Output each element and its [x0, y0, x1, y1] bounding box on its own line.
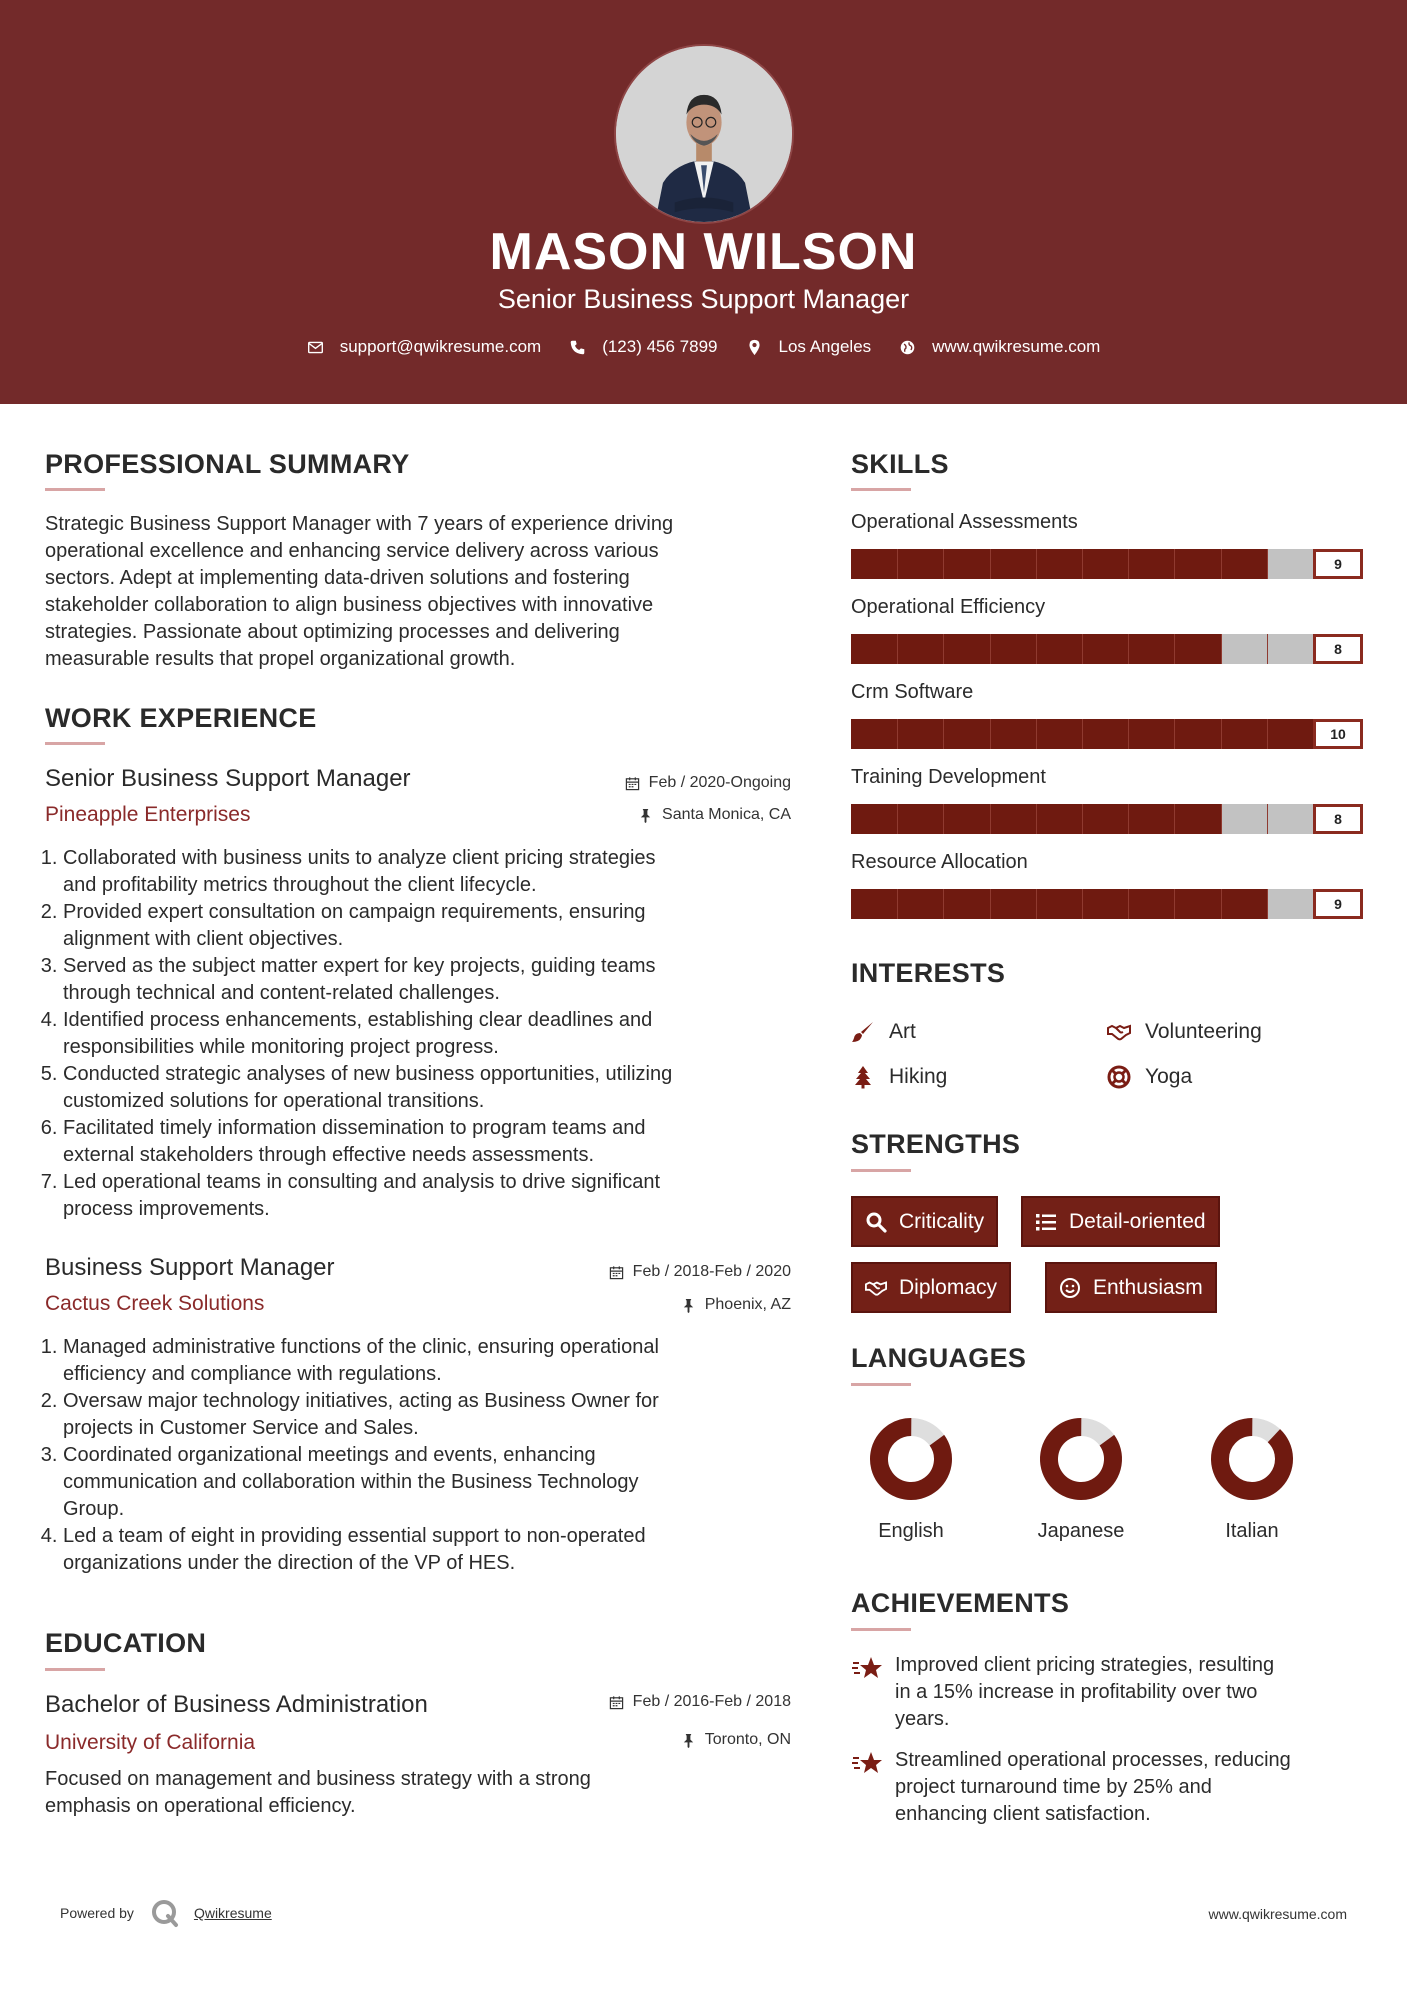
interest-hiking: [851, 1065, 947, 1089]
job-date: [625, 774, 791, 792]
list-item: [63, 845, 805, 899]
language-level-arc: [1036, 1414, 1125, 1503]
skill-bar-divider: [897, 719, 898, 749]
strengths-heading: STRENGTHS: [851, 1129, 1021, 1159]
skill-bar-divider: [1036, 549, 1037, 579]
paintbrush-icon: [851, 1020, 875, 1044]
skill-bar-divider: [943, 634, 944, 664]
achievement-line: in a 15% increase in profitability over two: [895, 1681, 1258, 1703]
skill-bar-divider: [1221, 634, 1222, 664]
achievement-text: [895, 1652, 1274, 1733]
list-item: [63, 1115, 805, 1169]
star-badge-icon: [851, 1654, 885, 1684]
skill-bar-divider: [1174, 889, 1175, 919]
bullet-line: efficiency and compliance with regulations.: [63, 1363, 442, 1385]
job-bullets: [45, 1334, 805, 1577]
experience-underline: [45, 742, 105, 745]
skill-bar-divider: [1267, 889, 1268, 919]
skill-bar-divider: [1036, 804, 1037, 834]
skill-bar-divider: [1082, 804, 1083, 834]
skill-bar-divider: [1128, 889, 1129, 919]
language-ring: [866, 1414, 956, 1504]
summary-line: Strategic Business Support Manager with 7 years of experience driving: [45, 513, 674, 535]
achievement-line: Streamlined operational processes, reducing: [895, 1749, 1291, 1771]
list-item: [63, 1169, 805, 1223]
achievement-item: [851, 1652, 1371, 1733]
bullet-line: 3. Served as the subject matter expert for key projects, guiding teams: [63, 955, 656, 977]
strength-tag: [1021, 1196, 1220, 1247]
bullet-line: 3. Coordinated organizational meetings and events, enhancing: [63, 1444, 596, 1466]
language-label: English: [878, 1520, 944, 1542]
bullet-line: 4. Identified process enhancements, establishing clear deadlines and: [63, 1009, 653, 1031]
job-date-text: Feb / 2020-Ongoing: [648, 774, 791, 791]
skill-bar-divider: [1267, 719, 1268, 749]
skill-bar-divider: [1082, 549, 1083, 579]
bullet-line: and profitability metrics throughout the client lifecycle.: [63, 874, 537, 896]
list-item: [63, 1061, 805, 1115]
summary-underline: [45, 488, 105, 491]
list-item: [63, 953, 805, 1007]
powered-by-text: Powered by: [60, 1905, 134, 1921]
contact-email-text: support@qwikresume.com: [339, 337, 542, 356]
bullet-line: through technical and content-related challenges.: [63, 982, 500, 1004]
language-level-arc: [1207, 1414, 1297, 1504]
education-underline: [45, 1668, 105, 1671]
star-badge-icon: [851, 1749, 885, 1779]
skill-bar-divider: [1221, 804, 1222, 834]
skill-bar-divider: [1128, 549, 1129, 579]
bullet-line: 7. Led operational teams in consulting and analysis to drive significant: [63, 1171, 661, 1193]
skill-score: 8: [1313, 804, 1363, 834]
tree-icon: [851, 1065, 875, 1089]
summary-line: strategies. Passionate about optimizing processes and delivering: [45, 621, 620, 643]
smile-icon: [1059, 1277, 1081, 1299]
interest-label: Volunteering: [1145, 1020, 1262, 1043]
job-title: Business Support Manager: [45, 1254, 335, 1281]
strength-label: Diplomacy: [899, 1275, 998, 1299]
interest-volunteering: [1107, 1020, 1262, 1044]
education-date: [609, 1693, 791, 1711]
skill-label: Resource Allocation: [851, 851, 1028, 873]
skill-bar-divider: [990, 719, 991, 749]
skill-bar: [851, 634, 1363, 664]
bullet-line: 1. Collaborated with business units to analyze client pricing strategies: [63, 847, 656, 869]
contact-website-text: www.qwikresume.com: [932, 337, 1101, 356]
skill-bar-divider: [1267, 804, 1268, 834]
bullet-line: customized solutions for operational transitions.: [63, 1090, 485, 1112]
skill-bar: [851, 719, 1363, 749]
strengths-underline: [851, 1169, 911, 1172]
skill-bar-divider: [1036, 889, 1037, 919]
qwikresume-logo-icon: [150, 1898, 180, 1928]
education-location-text: Toronto, ON: [704, 1731, 791, 1748]
skill-bar-divider: [1128, 719, 1129, 749]
interest-label: Hiking: [889, 1065, 948, 1088]
footer-powered-by: [60, 1898, 272, 1928]
pushpin-icon: [681, 1733, 696, 1748]
skill-bar-divider: [943, 804, 944, 834]
search-icon: [865, 1211, 887, 1233]
achievement-item: [851, 1747, 1371, 1828]
contact-bar: [0, 337, 1407, 357]
education-line: Focused on management and business strategy with a strong: [45, 1768, 591, 1790]
footer-url[interactable]: www.qwikresume.com: [1208, 1906, 1347, 1922]
strength-label: Enthusiasm: [1093, 1275, 1203, 1299]
skill-bar-fill: [851, 889, 1267, 919]
achievements-heading: ACHIEVEMENTS: [851, 1588, 1070, 1618]
interests-heading: INTERESTS: [851, 958, 1006, 988]
education-heading: EDUCATION: [45, 1628, 207, 1658]
skill-score: 10: [1313, 719, 1363, 749]
education-location: [681, 1731, 791, 1749]
summary-line: sectors. Adept at implementing data-driven solutions and fostering: [45, 567, 630, 589]
job-location: [681, 1296, 791, 1314]
skill-bar-divider: [1267, 549, 1268, 579]
job-company: Cactus Creek Solutions: [45, 1292, 265, 1315]
skill-bar: [851, 889, 1363, 919]
strength-tag: [851, 1262, 1011, 1313]
list-item: [63, 1523, 805, 1577]
skill-bar-divider: [1174, 549, 1175, 579]
list-item: [63, 1388, 805, 1442]
language-ring: [1207, 1414, 1297, 1504]
skill-score: 8: [1313, 634, 1363, 664]
skill-bar-divider: [1082, 889, 1083, 919]
list-item: [63, 1442, 805, 1523]
bullet-line: alignment with client objectives.: [63, 928, 344, 950]
language-italian: [1192, 1414, 1312, 1543]
strength-label: Detail-oriented: [1069, 1209, 1206, 1233]
achievement-line: Improved client pricing strategies, resulting: [895, 1654, 1275, 1676]
brand-link[interactable]: Qwikresume: [193, 1905, 272, 1921]
skill-bar: [851, 549, 1363, 579]
calendar-icon: [609, 1265, 624, 1280]
skills-underline: [851, 488, 911, 491]
handshake-icon: [1107, 1020, 1131, 1044]
job-company: Pineapple Enterprises: [45, 803, 251, 826]
job-title: Senior Business Support Manager: [45, 765, 411, 792]
summary-line: measurable results that propel organizational growth.: [45, 648, 516, 670]
bullet-line: external stakeholders through effective needs assessments.: [63, 1144, 595, 1166]
skill-bar-divider: [897, 804, 898, 834]
skill-bar-divider: [1221, 889, 1222, 919]
skill-label: Crm Software: [851, 681, 974, 703]
list-item: [63, 1334, 805, 1388]
skill-bar-divider: [990, 889, 991, 919]
pushpin-icon: [638, 808, 653, 823]
job-date: [609, 1263, 791, 1281]
bullet-line: 2. Provided expert consultation on campaign requirements, ensuring: [63, 901, 646, 923]
achievements-underline: [851, 1628, 911, 1631]
interest-art: [851, 1020, 916, 1044]
bullet-line: 4. Led a team of eight in providing essential support to non-operated: [63, 1525, 646, 1547]
envelope-icon: [307, 339, 324, 356]
strength-label: Criticality: [899, 1209, 985, 1233]
languages-heading: LANGUAGES: [851, 1343, 1027, 1373]
map-pin-icon: [746, 339, 763, 356]
bullet-line: Group.: [63, 1498, 125, 1520]
skill-bar-divider: [897, 889, 898, 919]
lifebuoy-icon: [1107, 1065, 1131, 1089]
skill-bar-divider: [897, 549, 898, 579]
bullet-line: 5. Conducted strategic analyses of new business opportunities, utilizing: [63, 1063, 673, 1085]
degree-title: Bachelor of Business Administration: [45, 1691, 428, 1718]
skill-bar-divider: [943, 719, 944, 749]
achievement-line: project turnaround time by 25% and: [895, 1776, 1212, 1798]
resume-header: [0, 0, 1407, 404]
summary-line: stakeholder collaboration to align business objectives with innovative: [45, 594, 654, 616]
handshake-icon: [865, 1277, 887, 1299]
skill-bar-divider: [990, 549, 991, 579]
skill-bar-divider: [1267, 634, 1268, 664]
language-level-arc: [866, 1414, 955, 1503]
candidate-name: MASON WILSON: [489, 223, 918, 281]
skill-label: Training Development: [851, 766, 1046, 788]
skill-bar: [851, 804, 1363, 834]
language-label: Japanese: [1037, 1520, 1125, 1542]
candidate-title: Senior Business Support Manager: [497, 284, 910, 314]
language-label: Italian: [1225, 1520, 1279, 1542]
bullet-line: 2. Oversaw major technology initiatives, acting as Business Owner for: [63, 1390, 659, 1412]
skill-label: Operational Assessments: [851, 511, 1078, 533]
phone-icon: [569, 339, 586, 356]
job-location: [638, 806, 791, 824]
skill-bar-divider: [1128, 634, 1129, 664]
summary-line: operational excellence and enhancing service delivery across various: [45, 540, 659, 562]
skill-bar-divider: [1174, 719, 1175, 749]
contact-phone-text: (123) 456 7899: [602, 337, 718, 356]
skill-bar-divider: [1082, 719, 1083, 749]
language-ring: [1036, 1414, 1126, 1504]
language-japanese: [1021, 1414, 1141, 1543]
strength-tag: [851, 1196, 998, 1247]
skill-bar-divider: [943, 889, 944, 919]
education-date-text: Feb / 2016-Feb / 2018: [632, 1693, 791, 1710]
language-english: [851, 1414, 971, 1543]
bullet-line: 6. Facilitated timely information dissemination to program teams and: [63, 1117, 646, 1139]
interest-yoga: [1107, 1065, 1192, 1089]
skill-bar-divider: [1174, 804, 1175, 834]
skill-bar-divider: [943, 549, 944, 579]
bullet-line: 1. Managed administrative functions of the clinic, ensuring operational: [63, 1336, 659, 1358]
profile-photo: [614, 44, 794, 224]
interest-label: Yoga: [1145, 1065, 1193, 1088]
calendar-icon: [609, 1695, 624, 1710]
summary-text: [45, 511, 795, 673]
skill-bar-divider: [1036, 634, 1037, 664]
contact-website[interactable]: [899, 337, 1100, 357]
skill-bar-divider: [1174, 634, 1175, 664]
contact-location: [746, 337, 872, 357]
education-line: emphasis on operational efficiency.: [45, 1795, 356, 1817]
job-bullets: [45, 845, 805, 1223]
skill-bar-divider: [1036, 719, 1037, 749]
bullet-line: communication and collaboration within the Business Technology: [63, 1471, 639, 1493]
skill-bar-fill: [851, 549, 1267, 579]
globe-icon: [899, 339, 916, 356]
languages-underline: [851, 1383, 911, 1386]
skill-bar-divider: [1221, 719, 1222, 749]
contact-location-text: Los Angeles: [778, 337, 872, 356]
skill-bar-divider: [990, 804, 991, 834]
skill-bar-divider: [990, 634, 991, 664]
school-name: University of California: [45, 1731, 256, 1754]
job-location-text: Phoenix, AZ: [704, 1296, 791, 1313]
calendar-icon: [625, 776, 640, 791]
skill-bar-fill: [851, 719, 1363, 749]
list-item: [63, 1007, 805, 1061]
list-icon: [1035, 1211, 1057, 1233]
job-location-text: Santa Monica, CA: [662, 806, 791, 823]
contact-email[interactable]: [307, 337, 542, 357]
skill-label: Operational Efficiency: [851, 596, 1046, 618]
pushpin-icon: [681, 1298, 696, 1313]
skill-score: 9: [1313, 549, 1363, 579]
interest-label: Art: [889, 1020, 916, 1043]
skill-bar-divider: [1082, 634, 1083, 664]
job-date-text: Feb / 2018-Feb / 2020: [632, 1263, 791, 1280]
contact-phone[interactable]: [569, 337, 717, 357]
skill-score: 9: [1313, 889, 1363, 919]
achievement-line: enhancing client satisfaction.: [895, 1803, 1151, 1825]
bullet-line: process improvements.: [63, 1198, 270, 1220]
strength-tag: [1045, 1262, 1217, 1313]
list-item: [63, 899, 805, 953]
bullet-line: organizations under the direction of the VP of HES.: [63, 1552, 516, 1574]
skills-heading: SKILLS: [851, 449, 949, 479]
education-description: [45, 1766, 805, 1820]
achievement-text: [895, 1747, 1291, 1828]
bullet-line: projects in Customer Service and Sales.: [63, 1417, 419, 1439]
skill-bar-divider: [1128, 804, 1129, 834]
bullet-line: responsibilities while monitoring project progress.: [63, 1036, 499, 1058]
skill-bar-divider: [1221, 549, 1222, 579]
skill-bar-divider: [897, 634, 898, 664]
summary-heading: PROFESSIONAL SUMMARY: [45, 449, 410, 479]
achievement-line: years.: [895, 1708, 950, 1730]
experience-heading: WORK EXPERIENCE: [45, 703, 317, 733]
